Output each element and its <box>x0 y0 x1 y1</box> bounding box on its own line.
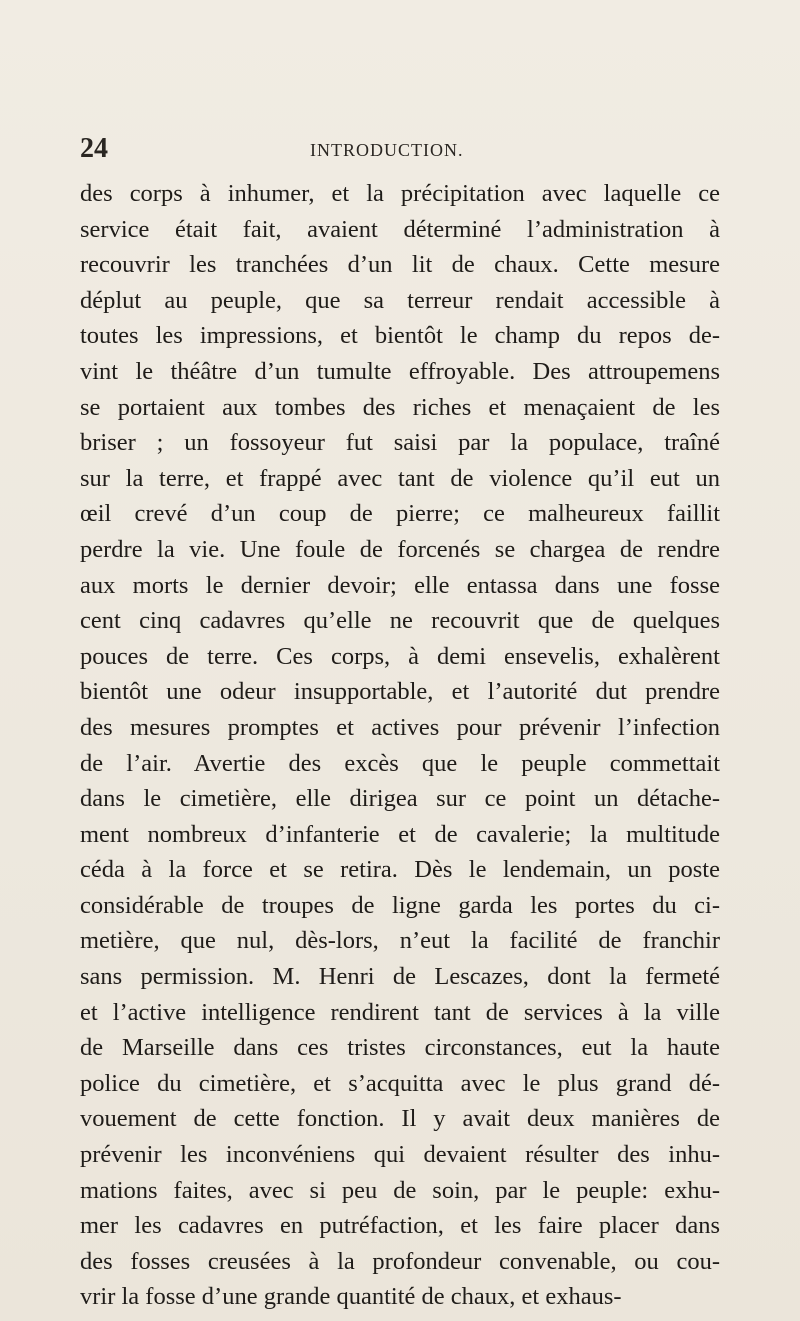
page-number: 24 <box>80 133 108 164</box>
text-line: des fosses creusées à la profondeur convenable, ou cou- <box>80 1247 720 1275</box>
text-line: pouces de terre. Ces corps, à demi ensevelis, exhalèrent <box>80 642 720 670</box>
text-line: vint le théâtre d’un tumulte effroyable. Des attroupemens <box>80 357 720 385</box>
text-line: de l’air. Avertie des excès que le peuple commettait <box>80 749 720 777</box>
text-line: considérable de troupes de ligne garda les portes du ci- <box>80 891 720 919</box>
text-line: toutes les impressions, et bientôt le champ du repos de- <box>80 322 720 350</box>
text-line: perdre la vie. Une foule de forcenés se chargea de rendre <box>80 535 720 563</box>
text-line: ment nombreux d’infanterie et de cavalerie; la multitude <box>80 820 720 848</box>
text-line: mer les cadavres en putréfaction, et les faire placer dans <box>80 1212 720 1240</box>
text-line: recouvrir les tranchées d’un lit de chaux. Cette mesure <box>80 251 720 279</box>
text-line: briser ; un fossoyeur fut saisi par la populace, traîné <box>80 429 720 457</box>
text-line: des mesures promptes et actives pour prévenir l’infection <box>80 713 720 741</box>
text-line: vrir la fosse d’une grande quantité de chaux, et exhaus- <box>80 1283 622 1311</box>
text-line: aux morts le dernier devoir; elle entassa dans une fosse <box>80 571 720 599</box>
text-line: sur la terre, et frappé avec tant de violence qu’il eut un <box>80 464 720 492</box>
text-line: mations faites, avec si peu de soin, par le peuple: exhu- <box>80 1176 720 1204</box>
text-line: déplut au peuple, que sa terreur rendait accessible à <box>80 286 720 314</box>
text-line: sans permission. M. Henri de Lescazes, dont la fermeté <box>80 963 720 991</box>
text-line: metière, que nul, dès-lors, n’eut la facilité de franchir <box>80 927 720 955</box>
text-line: prévenir les inconvéniens qui devaient résulter des inhu- <box>80 1141 720 1169</box>
body-text <box>80 176 720 1315</box>
text-line: cent cinq cadavres qu’elle ne recouvrit que de quelques <box>80 607 720 635</box>
text-line: dans le cimetière, elle dirigea sur ce point un détache- <box>80 785 720 813</box>
text-line: service était fait, avaient déterminé l’administration à <box>80 215 720 243</box>
text-line: de Marseille dans ces tristes circonstances, eut la haute <box>80 1034 720 1062</box>
text-line: et l’active intelligence rendirent tant de services à la ville <box>80 998 720 1026</box>
text-line: se portaient aux tombes des riches et menaçaient de les <box>80 393 720 421</box>
text-line: bientôt une odeur insupportable, et l’autorité dut prendre <box>80 678 720 706</box>
running-head: INTRODUCTION. <box>310 140 464 160</box>
text-line: céda à la force et se retira. Dès le lendemain, un poste <box>80 856 720 884</box>
text-line: des corps à inhumer, et la précipitation avec laquelle ce <box>80 180 720 207</box>
text-line: vouement de cette fonction. Il y avait deux manières de <box>80 1105 720 1133</box>
page-header <box>80 132 680 166</box>
text-line: œil crevé d’un coup de pierre; ce malheureux faillit <box>80 500 720 528</box>
text-line: police du cimetière, et s’acquitta avec le plus grand dé- <box>80 1069 720 1097</box>
